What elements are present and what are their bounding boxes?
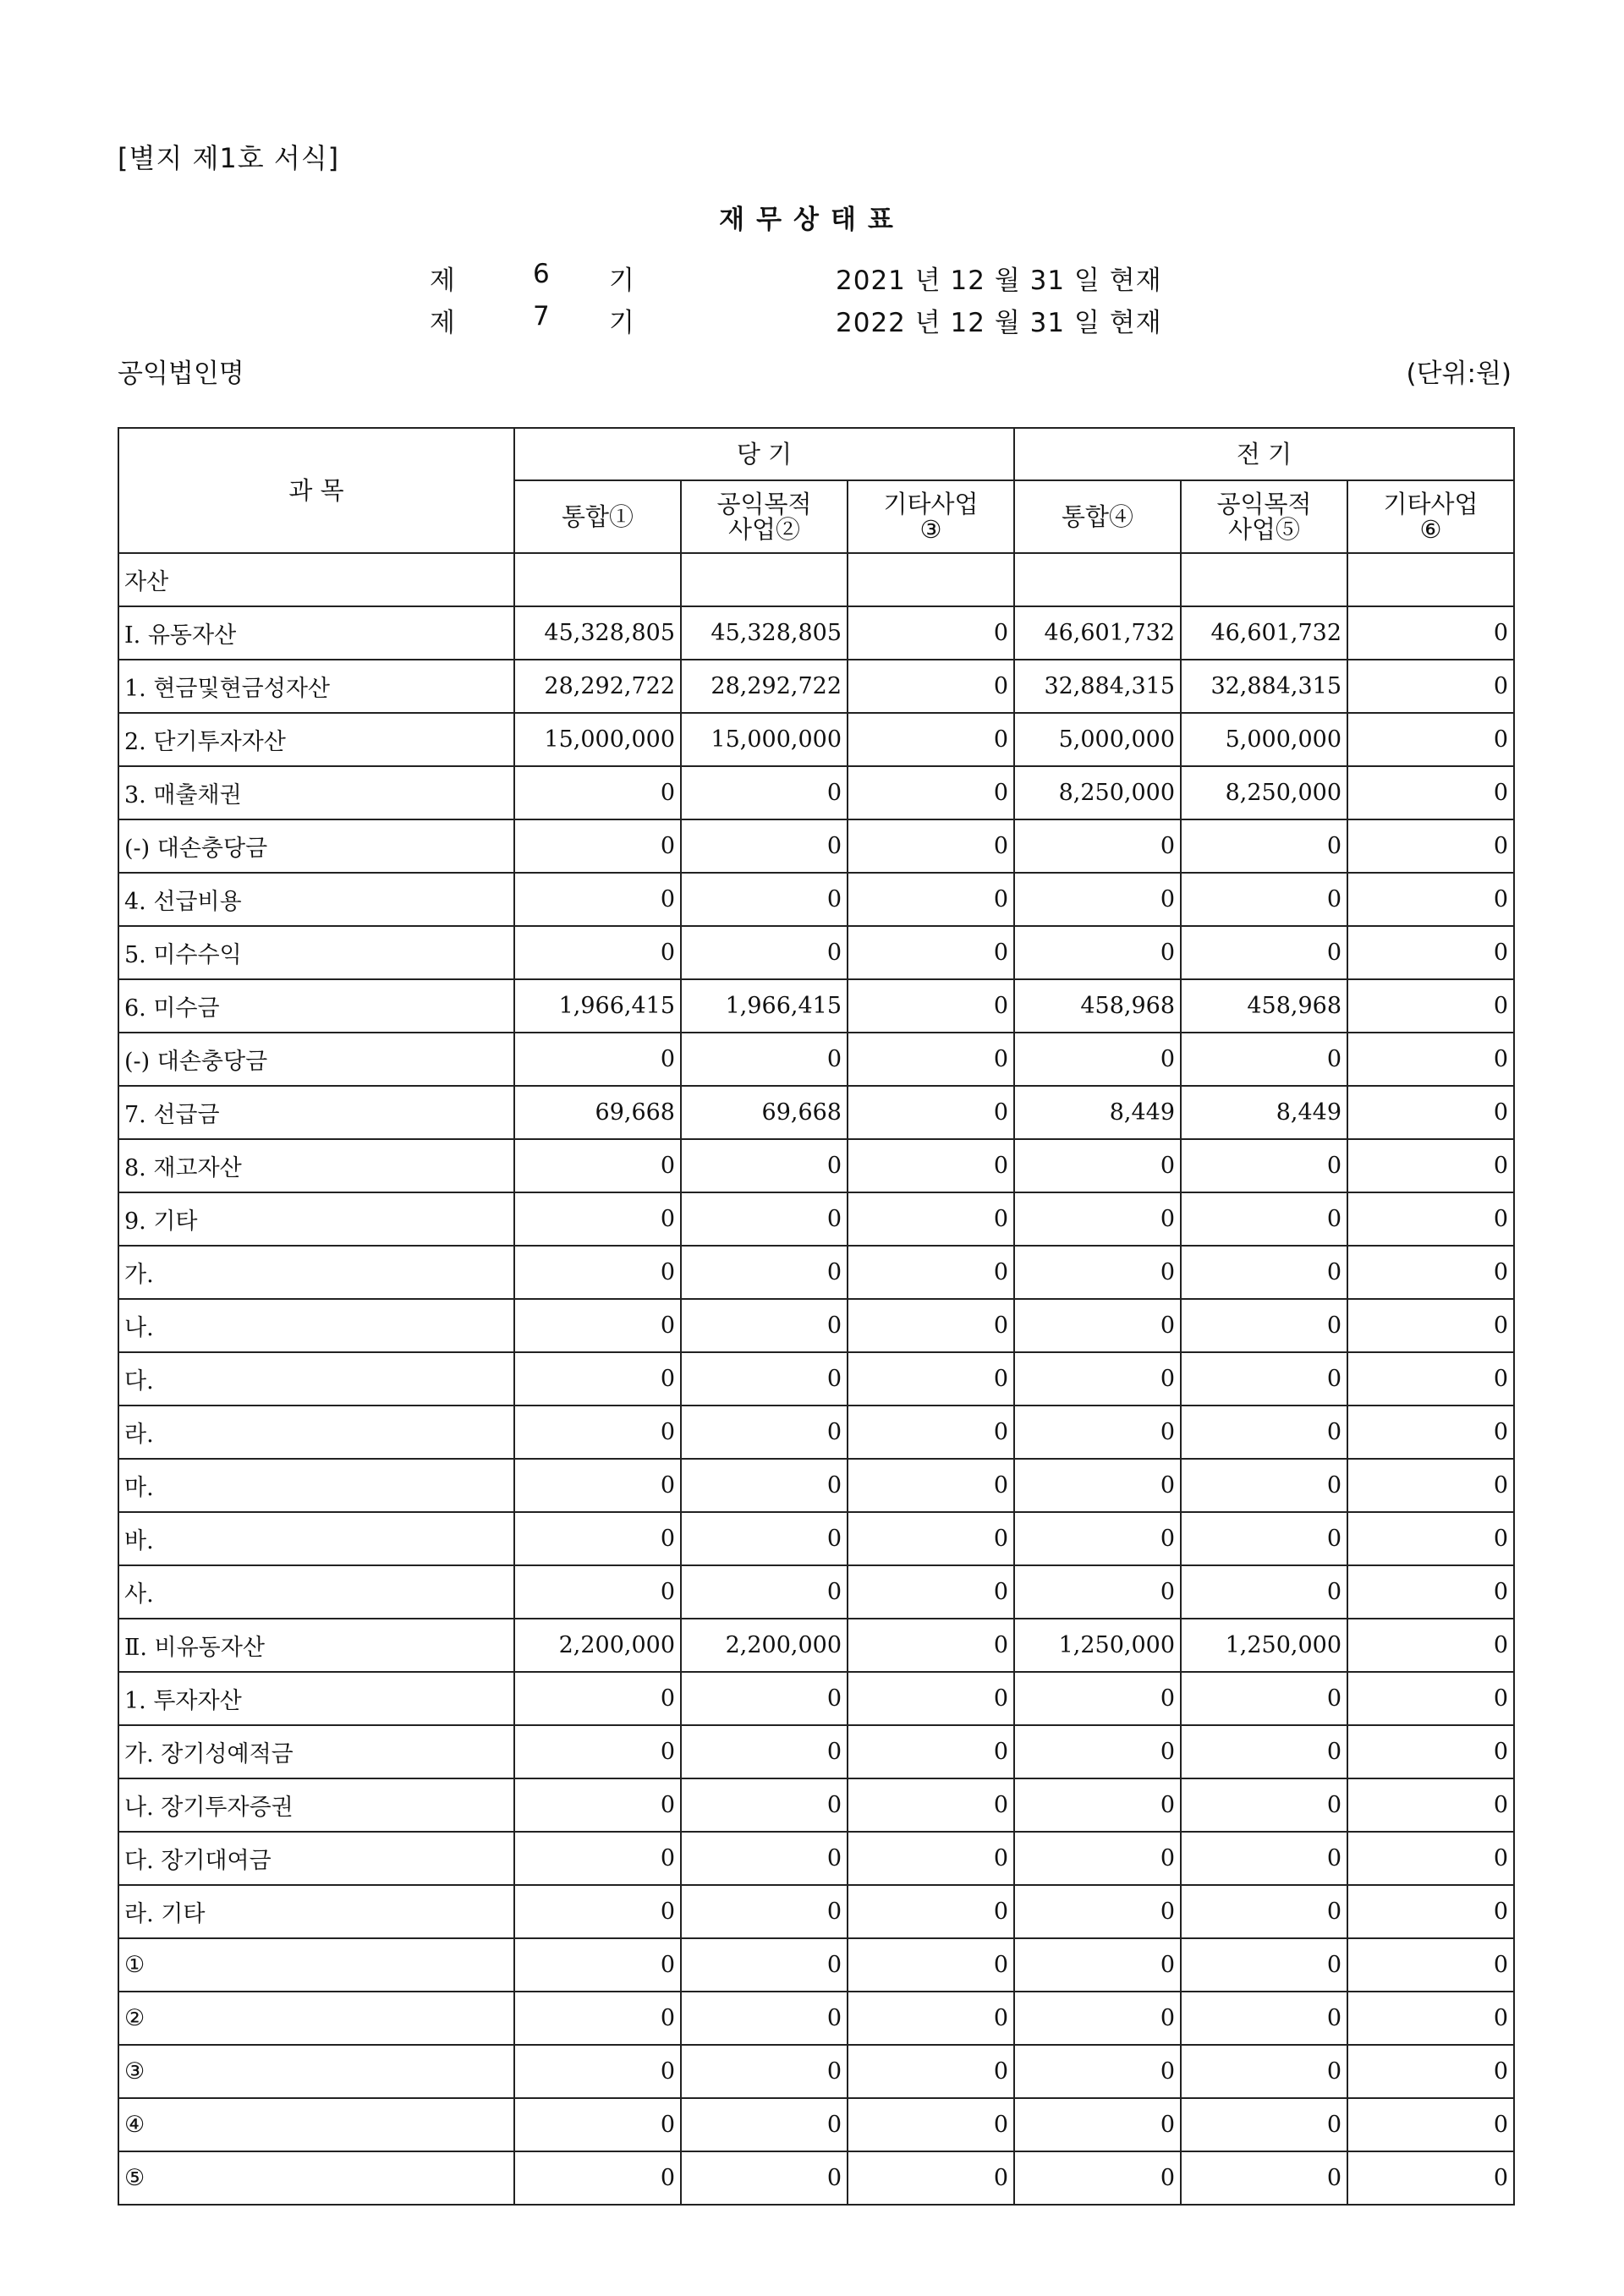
row-label: 5. 미수수익 xyxy=(118,926,514,979)
amount-cell: 0 xyxy=(848,979,1014,1033)
amount-cell: 69,668 xyxy=(514,1086,681,1139)
amount-cell: 0 xyxy=(1014,1992,1181,2045)
amount-cell: 0 xyxy=(514,1992,681,2045)
row-label: 나. 장기투자증권 xyxy=(118,1778,514,1832)
amount-cell: 0 xyxy=(1347,1619,1514,1672)
row-label: 바. xyxy=(118,1512,514,1565)
amount-cell: 0 xyxy=(681,1565,848,1619)
amount-cell: 0 xyxy=(848,2098,1014,2151)
amount-cell: 0 xyxy=(1347,766,1514,819)
amount-cell: 0 xyxy=(848,1619,1014,1672)
amount-cell: 0 xyxy=(514,1246,681,1299)
amount-cell: 45,328,805 xyxy=(514,606,681,660)
amount-cell: 0 xyxy=(514,1406,681,1459)
amount-cell: 0 xyxy=(848,1565,1014,1619)
amount-cell: 0 xyxy=(848,1832,1014,1885)
table-row xyxy=(118,926,1514,979)
amount-cell: 0 xyxy=(681,1832,848,1885)
amount-cell: 0 xyxy=(1014,1139,1181,1192)
amount-cell: 0 xyxy=(1347,2151,1514,2205)
amount-cell: 0 xyxy=(1181,1725,1347,1778)
amount-cell: 0 xyxy=(1014,1885,1181,1938)
amount-cell: 0 xyxy=(681,1938,848,1992)
amount-cell: 0 xyxy=(681,1139,848,1192)
amount-cell: 0 xyxy=(1181,1672,1347,1725)
amount-cell: 0 xyxy=(514,1192,681,1246)
amount-cell: 0 xyxy=(1181,1033,1347,1086)
row-label: 7. 선급금 xyxy=(118,1086,514,1139)
column-header-line1: 기타사업 xyxy=(1383,490,1479,518)
amount-cell: 0 xyxy=(1347,1512,1514,1565)
table-row xyxy=(118,1352,1514,1406)
amount-cell: 0 xyxy=(848,1246,1014,1299)
row-label: (-) 대손충당금 xyxy=(118,819,514,873)
amount-cell: 0 xyxy=(1014,1672,1181,1725)
amount-cell xyxy=(848,553,1014,606)
row-label: 3. 매출채권 xyxy=(118,766,514,819)
row-label: 나. xyxy=(118,1299,514,1352)
row-label: 8. 재고자산 xyxy=(118,1139,514,1192)
amount-cell: 0 xyxy=(848,1512,1014,1565)
period-je: 제 xyxy=(430,308,455,338)
amount-cell: 0 xyxy=(681,819,848,873)
amount-cell: 0 xyxy=(681,1192,848,1246)
amount-cell: 0 xyxy=(1347,819,1514,873)
period-line-prior xyxy=(0,301,1624,338)
column-header xyxy=(681,480,848,553)
amount-cell: 0 xyxy=(1347,1672,1514,1725)
amount-cell: 15,000,000 xyxy=(681,713,848,766)
row-label: 4. 선급비용 xyxy=(118,873,514,926)
amount-cell: 0 xyxy=(514,1512,681,1565)
amount-cell: 0 xyxy=(514,766,681,819)
table-body xyxy=(118,553,1514,2205)
column-header-line1: 통합① xyxy=(561,502,634,531)
amount-cell: 0 xyxy=(1347,1406,1514,1459)
amount-cell: 0 xyxy=(1014,2045,1181,2098)
table-row xyxy=(118,873,1514,926)
amount-cell: 5,000,000 xyxy=(1181,713,1347,766)
amount-cell: 32,884,315 xyxy=(1181,660,1347,713)
amount-cell: 8,250,000 xyxy=(1181,766,1347,819)
table-row xyxy=(118,1672,1514,1725)
amount-cell: 0 xyxy=(1181,1885,1347,1938)
row-label: 1. 투자자산 xyxy=(118,1672,514,1725)
amount-cell: 0 xyxy=(1347,1299,1514,1352)
amount-cell: 0 xyxy=(1347,1139,1514,1192)
column-header-line2: 사업② xyxy=(727,515,801,544)
column-header-line1: 공익목적 xyxy=(1216,490,1312,518)
form-label: [별지 제1호 서식] xyxy=(118,142,340,174)
table-row xyxy=(118,1885,1514,1938)
amount-cell: 0 xyxy=(1347,979,1514,1033)
amount-cell: 0 xyxy=(1347,1246,1514,1299)
amount-cell: 0 xyxy=(681,1725,848,1778)
amount-cell: 0 xyxy=(1181,1565,1347,1619)
amount-cell: 1,250,000 xyxy=(1014,1619,1181,1672)
amount-cell: 458,968 xyxy=(1181,979,1347,1033)
table-row xyxy=(118,2151,1514,2205)
item-column-header: 과 목 xyxy=(118,428,514,553)
amount-cell: 0 xyxy=(1181,2098,1347,2151)
amount-cell: 0 xyxy=(1014,1778,1181,1832)
amount-cell: 2,200,000 xyxy=(514,1619,681,1672)
column-header xyxy=(1347,480,1514,553)
amount-cell: 15,000,000 xyxy=(514,713,681,766)
amount-cell: 0 xyxy=(514,1033,681,1086)
amount-cell: 0 xyxy=(1014,1565,1181,1619)
amount-cell: 0 xyxy=(681,1406,848,1459)
amount-cell: 0 xyxy=(1014,2098,1181,2151)
row-label: 다. 장기대여금 xyxy=(118,1832,514,1885)
unit-label: (단위:원) xyxy=(1406,359,1512,389)
amount-cell: 1,250,000 xyxy=(1181,1619,1347,1672)
amount-cell xyxy=(1347,553,1514,606)
amount-cell: 0 xyxy=(514,1459,681,1512)
table-row xyxy=(118,660,1514,713)
amount-cell: 2,200,000 xyxy=(681,1619,848,1672)
amount-cell: 0 xyxy=(1014,1725,1181,1778)
row-label: ① xyxy=(118,1938,514,1992)
amount-cell: 0 xyxy=(848,819,1014,873)
table-row xyxy=(118,2098,1514,2151)
amount-cell: 0 xyxy=(1347,926,1514,979)
amount-cell: 0 xyxy=(1347,1725,1514,1778)
amount-cell: 0 xyxy=(848,1672,1014,1725)
amount-cell: 45,328,805 xyxy=(681,606,848,660)
amount-cell: 0 xyxy=(1181,1778,1347,1832)
amount-cell: 0 xyxy=(681,1778,848,1832)
amount-cell: 0 xyxy=(848,1778,1014,1832)
amount-cell: 0 xyxy=(1014,819,1181,873)
period-number: 7 xyxy=(533,301,550,332)
amount-cell: 0 xyxy=(848,1352,1014,1406)
column-header-line1: 기타사업 xyxy=(883,490,979,518)
amount-cell: 0 xyxy=(514,1565,681,1619)
amount-cell: 0 xyxy=(1014,1033,1181,1086)
table-row xyxy=(118,1246,1514,1299)
amount-cell: 0 xyxy=(848,1885,1014,1938)
amount-cell: 0 xyxy=(681,1033,848,1086)
row-label: 가. xyxy=(118,1246,514,1299)
row-label: Ⅰ. 유동자산 xyxy=(118,606,514,660)
amount-cell: 0 xyxy=(848,1033,1014,1086)
amount-cell: 8,449 xyxy=(1014,1086,1181,1139)
table-row xyxy=(118,1938,1514,1992)
amount-cell: 0 xyxy=(1014,1246,1181,1299)
amount-cell: 0 xyxy=(848,1086,1014,1139)
row-label: Ⅱ. 비유동자산 xyxy=(118,1619,514,1672)
row-label: 2. 단기투자자산 xyxy=(118,713,514,766)
table-row xyxy=(118,1459,1514,1512)
amount-cell: 0 xyxy=(848,1725,1014,1778)
amount-cell: 0 xyxy=(681,926,848,979)
amount-cell: 0 xyxy=(1014,1938,1181,1992)
amount-cell: 0 xyxy=(848,1139,1014,1192)
amount-cell: 0 xyxy=(848,2151,1014,2205)
amount-cell: 0 xyxy=(1181,819,1347,873)
amount-cell: 28,292,722 xyxy=(514,660,681,713)
amount-cell: 0 xyxy=(1181,1406,1347,1459)
amount-cell: 0 xyxy=(681,2151,848,2205)
amount-cell: 0 xyxy=(1181,1938,1347,1992)
row-label: 라. xyxy=(118,1406,514,1459)
row-label: ③ xyxy=(118,2045,514,2098)
table-row xyxy=(118,1992,1514,2045)
amount-cell: 8,250,000 xyxy=(1014,766,1181,819)
amount-cell: 0 xyxy=(1347,1565,1514,1619)
row-label: ⑤ xyxy=(118,2151,514,2205)
amount-cell: 0 xyxy=(514,873,681,926)
amount-cell: 0 xyxy=(514,1352,681,1406)
balance-sheet-table xyxy=(118,427,1515,2206)
amount-cell: 0 xyxy=(1181,1512,1347,1565)
amount-cell: 0 xyxy=(681,1992,848,2045)
amount-cell: 0 xyxy=(514,1139,681,1192)
amount-cell: 0 xyxy=(681,1352,848,1406)
amount-cell: 0 xyxy=(848,660,1014,713)
table-row xyxy=(118,1778,1514,1832)
row-label: 6. 미수금 xyxy=(118,979,514,1033)
row-label: 가. 장기성예적금 xyxy=(118,1725,514,1778)
amount-cell xyxy=(1014,553,1181,606)
company-name-label: 공익법인명 xyxy=(118,359,244,389)
amount-cell: 0 xyxy=(1347,1992,1514,2045)
column-header-line1: 공익목적 xyxy=(716,490,812,518)
amount-cell: 0 xyxy=(1181,1299,1347,1352)
prior-period-header: 전 기 xyxy=(1014,428,1514,480)
table-row xyxy=(118,1565,1514,1619)
amount-cell: 0 xyxy=(1014,1299,1181,1352)
amount-cell: 0 xyxy=(848,766,1014,819)
column-header-line2: ⑥ xyxy=(1419,515,1442,544)
period-je: 제 xyxy=(430,266,455,296)
period-line-current xyxy=(0,259,1624,296)
amount-cell: 0 xyxy=(848,926,1014,979)
amount-cell: 0 xyxy=(848,1192,1014,1246)
table-row xyxy=(118,2045,1514,2098)
amount-cell: 0 xyxy=(514,2045,681,2098)
amount-cell: 0 xyxy=(1014,926,1181,979)
amount-cell: 0 xyxy=(514,2098,681,2151)
column-header-line1: 통합④ xyxy=(1062,502,1134,531)
amount-cell: 0 xyxy=(514,2151,681,2205)
row-label: 자산 xyxy=(118,553,514,606)
column-header xyxy=(1014,480,1181,553)
amount-cell: 0 xyxy=(1181,1992,1347,2045)
amount-cell: 1,966,415 xyxy=(681,979,848,1033)
amount-cell: 8,449 xyxy=(1181,1086,1347,1139)
table-row xyxy=(118,1086,1514,1139)
table-row xyxy=(118,713,1514,766)
amount-cell: 0 xyxy=(848,1406,1014,1459)
amount-cell: 458,968 xyxy=(1014,979,1181,1033)
amount-cell: 0 xyxy=(681,1459,848,1512)
amount-cell: 0 xyxy=(848,606,1014,660)
amount-cell: 0 xyxy=(848,873,1014,926)
table-row xyxy=(118,1619,1514,1672)
amount-cell: 0 xyxy=(1181,2045,1347,2098)
amount-cell: 0 xyxy=(681,1246,848,1299)
amount-cell: 0 xyxy=(848,1992,1014,2045)
amount-cell: 0 xyxy=(1014,1459,1181,1512)
current-period-header: 당 기 xyxy=(514,428,1014,480)
amount-cell: 0 xyxy=(1181,1832,1347,1885)
amount-cell: 0 xyxy=(1347,1352,1514,1406)
amount-cell: 0 xyxy=(1347,606,1514,660)
amount-cell: 0 xyxy=(1181,1139,1347,1192)
amount-cell: 0 xyxy=(1347,1192,1514,1246)
amount-cell: 0 xyxy=(514,819,681,873)
amount-cell: 0 xyxy=(1347,713,1514,766)
amount-cell: 0 xyxy=(681,2098,848,2151)
row-label: 다. xyxy=(118,1352,514,1406)
table-row xyxy=(118,766,1514,819)
amount-cell: 0 xyxy=(514,1778,681,1832)
row-label: ④ xyxy=(118,2098,514,2151)
amount-cell: 0 xyxy=(1347,1778,1514,1832)
header-row-periods xyxy=(118,428,1514,480)
amount-cell: 0 xyxy=(1181,1459,1347,1512)
amount-cell: 1,966,415 xyxy=(514,979,681,1033)
amount-cell xyxy=(1181,553,1347,606)
column-header xyxy=(848,480,1014,553)
amount-cell: 0 xyxy=(1347,873,1514,926)
amount-cell: 0 xyxy=(848,1459,1014,1512)
row-label: 9. 기타 xyxy=(118,1192,514,1246)
table-row xyxy=(118,606,1514,660)
table-row xyxy=(118,1192,1514,1246)
amount-cell: 46,601,732 xyxy=(1181,606,1347,660)
table-row xyxy=(118,819,1514,873)
table-row xyxy=(118,979,1514,1033)
amount-cell: 0 xyxy=(514,1832,681,1885)
amount-cell: 0 xyxy=(848,713,1014,766)
period-date: 2022 년 12 월 31 일 현재 xyxy=(836,308,1162,338)
amount-cell: 0 xyxy=(1014,873,1181,926)
amount-cell: 0 xyxy=(1014,1352,1181,1406)
row-label: 라. 기타 xyxy=(118,1885,514,1938)
amount-cell: 0 xyxy=(1181,873,1347,926)
amount-cell: 5,000,000 xyxy=(1014,713,1181,766)
amount-cell: 0 xyxy=(681,1512,848,1565)
amount-cell: 0 xyxy=(514,1938,681,1992)
row-label: (-) 대손충당금 xyxy=(118,1033,514,1086)
table-row xyxy=(118,1033,1514,1086)
amount-cell: 0 xyxy=(681,766,848,819)
amount-cell xyxy=(681,553,848,606)
table-row xyxy=(118,1406,1514,1459)
column-header xyxy=(514,480,681,553)
period-gi: 기 xyxy=(609,266,634,296)
period-gi: 기 xyxy=(609,308,634,338)
amount-cell xyxy=(514,553,681,606)
row-label: 1. 현금및현금성자산 xyxy=(118,660,514,713)
amount-cell: 0 xyxy=(1014,2151,1181,2205)
amount-cell: 69,668 xyxy=(681,1086,848,1139)
row-label: ② xyxy=(118,1992,514,2045)
amount-cell: 0 xyxy=(1181,926,1347,979)
amount-cell: 0 xyxy=(1347,1938,1514,1992)
column-header xyxy=(1181,480,1347,553)
amount-cell: 0 xyxy=(848,1938,1014,1992)
amount-cell: 0 xyxy=(1014,1512,1181,1565)
amount-cell: 0 xyxy=(1347,660,1514,713)
amount-cell: 0 xyxy=(1014,1192,1181,1246)
amount-cell: 0 xyxy=(514,1725,681,1778)
amount-cell: 46,601,732 xyxy=(1014,606,1181,660)
amount-cell: 0 xyxy=(1181,1246,1347,1299)
amount-cell: 0 xyxy=(1014,1406,1181,1459)
period-date: 2021 년 12 월 31 일 현재 xyxy=(836,266,1162,296)
table-row xyxy=(118,553,1514,606)
amount-cell: 0 xyxy=(681,1672,848,1725)
amount-cell: 0 xyxy=(1014,1832,1181,1885)
amount-cell: 0 xyxy=(848,1299,1014,1352)
document-title: 재무상태표 xyxy=(719,205,905,235)
amount-cell: 0 xyxy=(514,1885,681,1938)
table-row xyxy=(118,1512,1514,1565)
amount-cell: 0 xyxy=(1347,1033,1514,1086)
table-row xyxy=(118,1832,1514,1885)
amount-cell: 0 xyxy=(1347,1459,1514,1512)
table-row xyxy=(118,1725,1514,1778)
amount-cell: 0 xyxy=(681,1885,848,1938)
amount-cell: 0 xyxy=(514,926,681,979)
amount-cell: 0 xyxy=(1347,2098,1514,2151)
amount-cell: 32,884,315 xyxy=(1014,660,1181,713)
period-number: 6 xyxy=(533,259,550,289)
amount-cell: 0 xyxy=(848,2045,1014,2098)
table-row xyxy=(118,1139,1514,1192)
amount-cell: 0 xyxy=(681,873,848,926)
amount-cell: 0 xyxy=(514,1672,681,1725)
amount-cell: 0 xyxy=(514,1299,681,1352)
amount-cell: 28,292,722 xyxy=(681,660,848,713)
column-header-line2: ③ xyxy=(919,515,942,544)
amount-cell: 0 xyxy=(1347,1086,1514,1139)
table-row xyxy=(118,1299,1514,1352)
amount-cell: 0 xyxy=(1181,1352,1347,1406)
amount-cell: 0 xyxy=(1347,2045,1514,2098)
amount-cell: 0 xyxy=(1181,1192,1347,1246)
row-label: 마. xyxy=(118,1459,514,1512)
amount-cell: 0 xyxy=(1347,1832,1514,1885)
amount-cell: 0 xyxy=(681,1299,848,1352)
amount-cell: 0 xyxy=(1181,2151,1347,2205)
amount-cell: 0 xyxy=(681,2045,848,2098)
amount-cell: 0 xyxy=(1347,1885,1514,1938)
column-header-line2: 사업⑤ xyxy=(1228,515,1301,544)
row-label: 사. xyxy=(118,1565,514,1619)
